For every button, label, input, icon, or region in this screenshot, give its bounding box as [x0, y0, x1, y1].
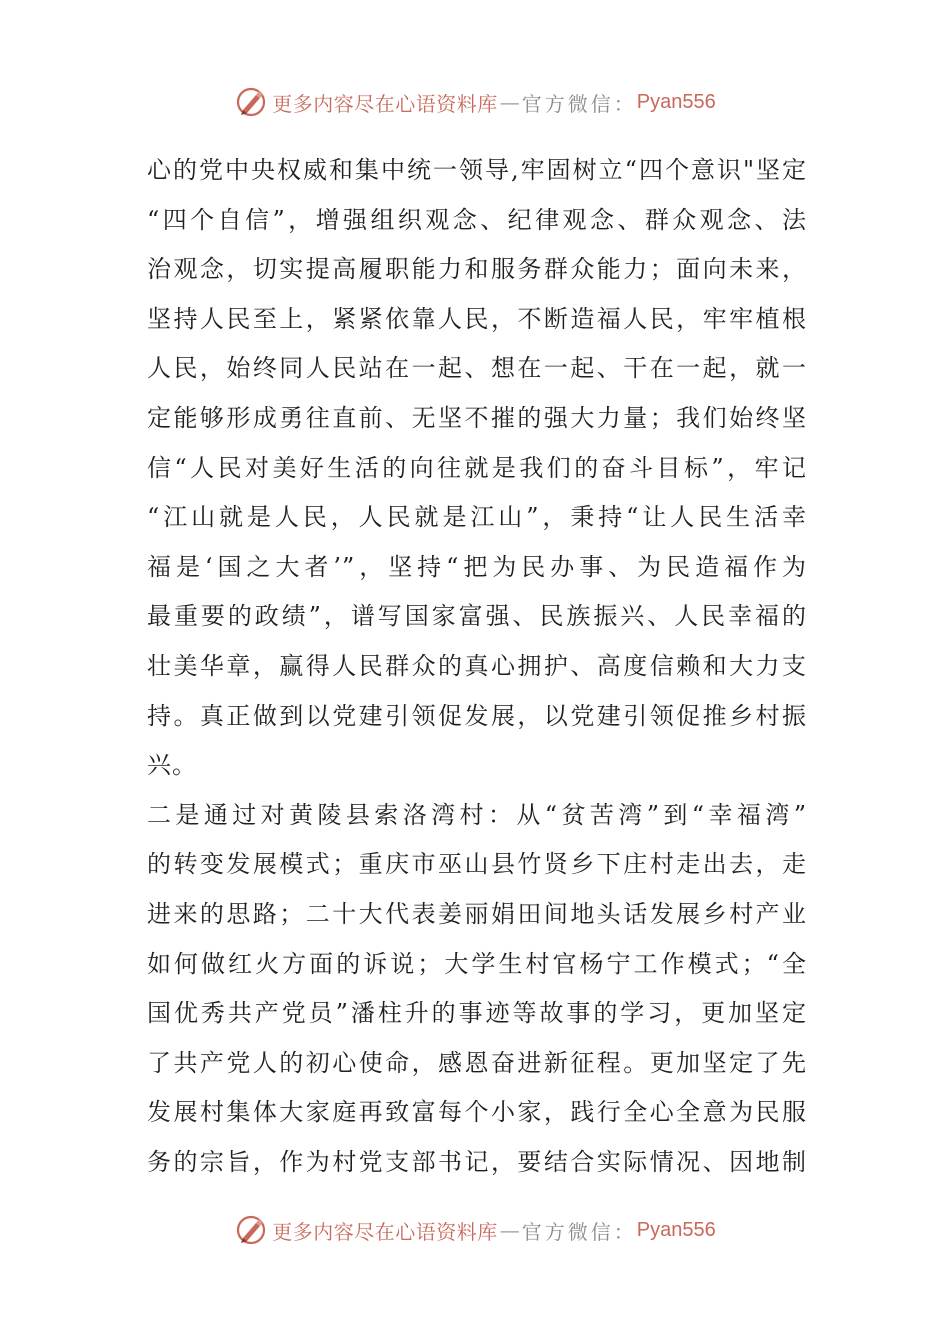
body-line: 信“人民对美好生活的向往就是我们的奋斗目标”，牢记 [147, 453, 807, 482]
body-line: 心的党中央权威和集中统一领导,牢固树立“四个意识"坚定 [147, 156, 807, 184]
wechat-label: 官方微信： [521, 1219, 637, 1244]
body-line: 定能够形成勇往直前、无坚不摧的强大力量；我们始终坚 [147, 403, 807, 432]
body-line: 福是‘国之大者’”，坚持“把为民办事、为民造福作为 [147, 552, 807, 581]
pen-logo-icon [234, 85, 268, 119]
site-name: 更多内容尽在心语资料库 [272, 91, 498, 116]
body-line: 国优秀共产党员”潘柱升的事迹等故事的学习，更加坚定 [147, 999, 807, 1028]
body-line: 的转变发展模式；重庆市巫山县竹贤乡下庄村走出去，走 [147, 850, 807, 879]
site-name: 更多内容尽在心语资料库 [272, 1219, 498, 1244]
body-line: 二是通过对黄陵县索洛湾村：从“贫苦湾”到“幸福湾” [147, 800, 807, 829]
body-line: 务的宗旨，作为村党支部书记，要结合实际情况、因地制 [147, 1147, 807, 1176]
body-line: “四个自信”，增强组织观念、纪律观念、群众观念、法 [147, 205, 807, 234]
body-line: 坚持人民至上，紧紧依靠人民，不断造福人民，牢牢植根 [147, 304, 807, 333]
wechat-label: 官方微信： [521, 91, 637, 116]
body-line: 发展村集体大家庭再致富每个小家，践行全心全意为民服 [147, 1098, 807, 1127]
body-line: 治观念，切实提高履职能力和服务群众能力；面向未来， [147, 255, 807, 284]
header-banner [0, 82, 950, 122]
banner-separator: — [499, 90, 520, 114]
body-line: 了共产党人的初心使命，感恩奋进新征程。更加坚定了先 [147, 1048, 807, 1077]
wechat-id: Pyan556 [636, 1218, 716, 1241]
body-line: 如何做红火方面的诉说；大学生村官杨宁工作模式；“全 [147, 949, 807, 978]
body-line: 兴。 [147, 751, 197, 780]
banner-separator: — [499, 1218, 520, 1242]
body-line: 最重要的政绩”，谱写国家富强、民族振兴、人民幸福的 [147, 602, 807, 631]
document-body [147, 146, 807, 1187]
body-line: 持。真正做到以党建引领促发展，以党建引领促推乡村振 [147, 701, 807, 730]
body-line: 进来的思路；二十大代表姜丽娟田间地头话发展乡村产业 [147, 899, 807, 928]
footer-banner [0, 1210, 950, 1250]
pen-logo-icon [234, 1213, 268, 1247]
body-line: “江山就是人民，人民就是江山”，秉持“让人民生活幸 [147, 503, 807, 532]
wechat-id: Pyan556 [636, 90, 716, 113]
body-line: 人民，始终同人民站在一起、想在一起、干在一起，就一 [147, 354, 807, 383]
body-line: 壮美华章，赢得人民群众的真心拥护、高度信赖和大力支 [147, 651, 807, 680]
